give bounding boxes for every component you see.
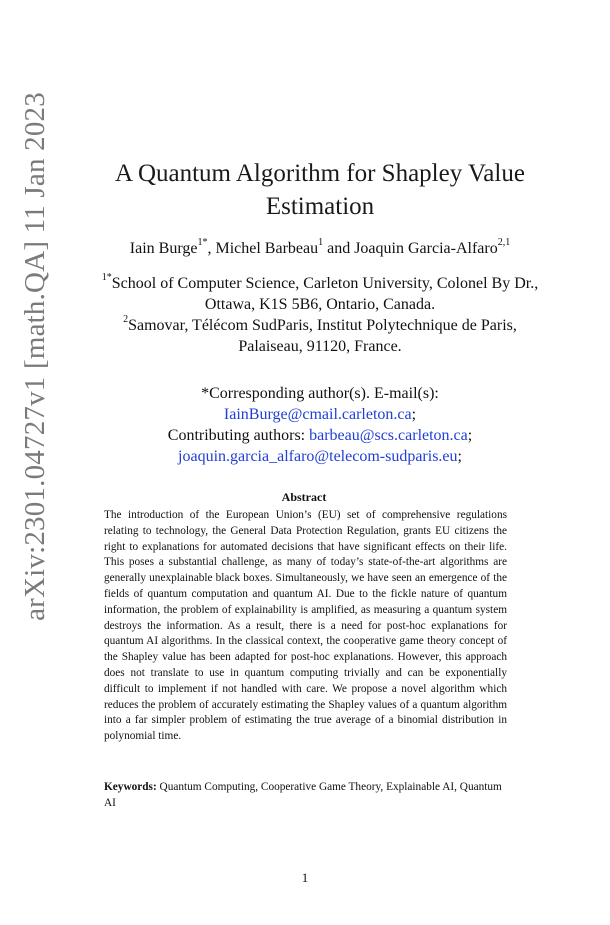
page-number: 1 (301, 870, 309, 885)
affiliation-sup: 2 (123, 314, 129, 325)
paper-title (70, 157, 570, 223)
author-name: Joaquin Garcia-Alfaro (354, 240, 498, 257)
corresponding-label: *Corresponding author(s). E-mail(s): (201, 385, 439, 402)
arxiv-identifier (10, 91, 60, 621)
punct: ; (411, 406, 417, 423)
affiliation-text: School of Computer Science, Carleton University, Colonel By Dr., Ottawa, K1S 5B6, Ontario, Canada. (111, 275, 539, 313)
affiliation-sup: 1* (101, 272, 112, 283)
author-sup: 1* (197, 237, 208, 248)
contributing-label: Contributing authors: (167, 427, 306, 444)
abstract-body: The introduction of the European Union’s (EU) set of comprehensive regulations relating to technology, the General Data Protection Regulation, grants EU citizens the right to explanations for automated decisions that have significant effects on their life. This poses a substantial challenge, as many of today’s state-of-the-art algorithms are generally unexplainable black boxes. Simultaneously, we have seen an emergence of the fields of quantum computation and quantum AI. Due to the fickle nature of quantum information, the problem of explainability is amplified, as measuring a quantum system destroys the information. As a result, there is a need for post-hoc explanations for quantum AI algorithms. In the classical context, the cooperative game theory concept of the Shapley value has been adapted for post-hoc explanations. However, this approach does not translate to use in quantum computing trivially and can be exponentially difficult to implement if not handled with care. We propose a novel algorithm which reduces the problem of accurately estimating the Shapley values of a quantum algorithm into a far simpler problem of estimating the true average of a binomial distribution in polynomial time. (104, 509, 507, 743)
author-list (70, 238, 570, 260)
author-separator: , (207, 240, 216, 257)
punct: ; (467, 427, 473, 444)
contributing-email-link[interactable]: joaquin.garcia_alfaro@telecom-sudparis.eu (178, 448, 458, 465)
title-line-1: A Quantum Algorithm for Shapley Value (115, 160, 525, 187)
title-line-2: Estimation (265, 193, 375, 220)
author-name: Michel Barbeau (215, 240, 319, 257)
arxiv-identifier-text: arXiv:2301.04727v1 [math.QA] 11 Jan 2023 (18, 91, 51, 621)
author-separator: and (323, 240, 355, 257)
corresponding-email-link[interactable]: IainBurge@cmail.carleton.ca (223, 406, 412, 423)
keywords-text: Quantum Computing, Cooperative Game Theory, Explainable AI, Quantum AI (104, 781, 502, 809)
affiliation-2 (90, 315, 550, 357)
affiliation-1 (90, 273, 550, 315)
keywords (104, 780, 507, 811)
punct: ; (457, 448, 462, 465)
keywords-label: Keywords: (104, 781, 157, 793)
author-sup: 1 (318, 237, 324, 248)
contributing-email-link[interactable]: barbeau@scs.carleton.ca (309, 427, 468, 444)
author-sup: 2,1 (497, 237, 511, 248)
author-name: Iain Burge (129, 240, 198, 257)
abstract-heading: Abstract (281, 490, 327, 504)
affiliations (90, 273, 550, 357)
correspondence-block (90, 383, 550, 467)
affiliation-text: Samovar, Télécom SudParis, Institut Polytechnique de Paris, Palaiseau, 91120, France. (128, 317, 517, 355)
